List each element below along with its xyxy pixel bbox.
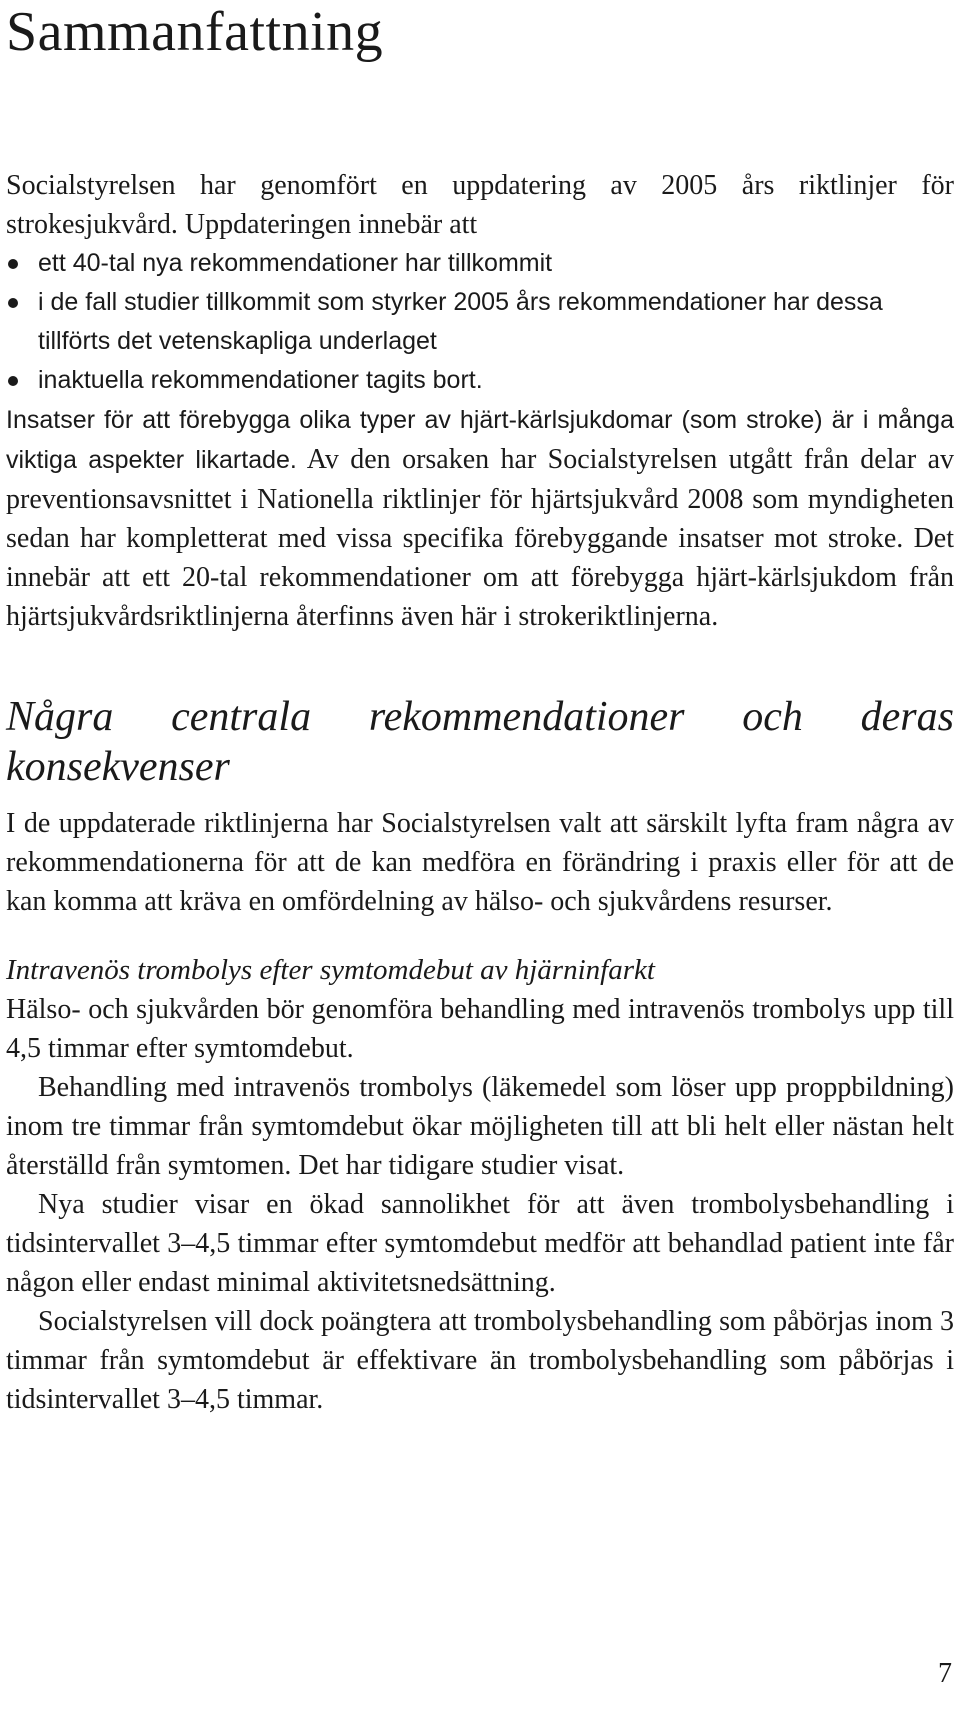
thrombolysis-paragraph: Nya studier visar en ökad sannolikhet för att även trombolysbehandling i tidsintervallet 3–4,5 timmar efter symtomdebut medför att behandlad patient inte får någon eller endast minimal aktivitetsnedsättning.: [6, 1189, 954, 1298]
prevention-paragraph: [6, 400, 954, 636]
prevention-paragraph-rest: Av den orsaken har Socialstyrelsen utgått från delar av preventionsavsnittet i Nationella riktlinjer för hjärtsjukvård 2008 som myndigheten sedan har kompletterat med vissa specifika förebyggande insatser mot stroke. Det innebär att ett 20-tal rekommendationer om att förebygga hjärt-kärlsjukdom från hjärtsjukvårdsriktlinjerna återfinns även här i strokeriktlinjerna.: [6, 444, 954, 632]
bullet-text: ett 40-tal nya rekommendationer har tillkommit: [38, 249, 553, 277]
thrombolysis-paragraph: Behandling med intravenös trombolys (läkemedel som löser upp proppbildning) inom tre timmar från symtomdebut ökar möjligheten till att bli helt eller nästan helt återställd från symtomen. Det har tidigare studier visat.: [6, 1072, 954, 1181]
bullet-item: [6, 283, 954, 361]
subsection-heading-thrombolysis: Intravenös trombolys efter symtomdebut av hjärninfarkt: [6, 954, 655, 986]
intro-paragraph: Socialstyrelsen har genomfört en uppdatering av 2005 års riktlinjer för strokesjukvård. Uppdateringen innebär att: [6, 170, 954, 240]
prevention-paragraph-sans: Insatser för att förebygga olika typer av hjärt-kärlsjukdomar (som stroke) är i många viktiga aspekter likartade.: [6, 406, 954, 474]
bullet-icon: [8, 376, 18, 386]
page-title: Sammanfattning: [6, 1, 384, 63]
bullet-text: i de fall studier tillkommit som styrker 2005 års rekommendationer har dessa tillförts det vetenskapliga underlaget: [38, 288, 883, 355]
recommendation-text: Hälso- och sjukvården bör genomföra behandling med intravenös trombolys upp till 4,5 timmar efter symtomdebut.: [6, 994, 954, 1064]
bullet-list: [6, 244, 954, 400]
bullet-icon: [8, 298, 18, 308]
bullet-text: inaktuella rekommendationer tagits bort.: [38, 366, 483, 394]
body-text: [6, 166, 954, 1419]
bullet-item: [6, 361, 954, 400]
recommendations-paragraph: I de uppdaterade riktlinjerna har Socialstyrelsen valt att särskilt lyfta fram några av rekommendationerna för att de kan medföra en förändring i praxis eller för att de kan komma att kräva en omfördelning av hälso- och sjukvårdens resurser.: [6, 808, 954, 917]
thrombolysis-paragraph: Socialstyrelsen vill dock poängtera att trombolysbehandling som påbörjas inom 3 timmar från symtomdebut är effektivare än trombolysbehandling som påbörjas i tidsintervallet 3–4,5 timmar.: [6, 1306, 954, 1415]
bullet-icon: [8, 259, 18, 269]
section-heading-recommendations: Några centrala rekommendationer och deras konsekvenser: [6, 694, 954, 790]
bullet-item: [6, 244, 954, 283]
page-number: 7: [938, 1658, 952, 1689]
